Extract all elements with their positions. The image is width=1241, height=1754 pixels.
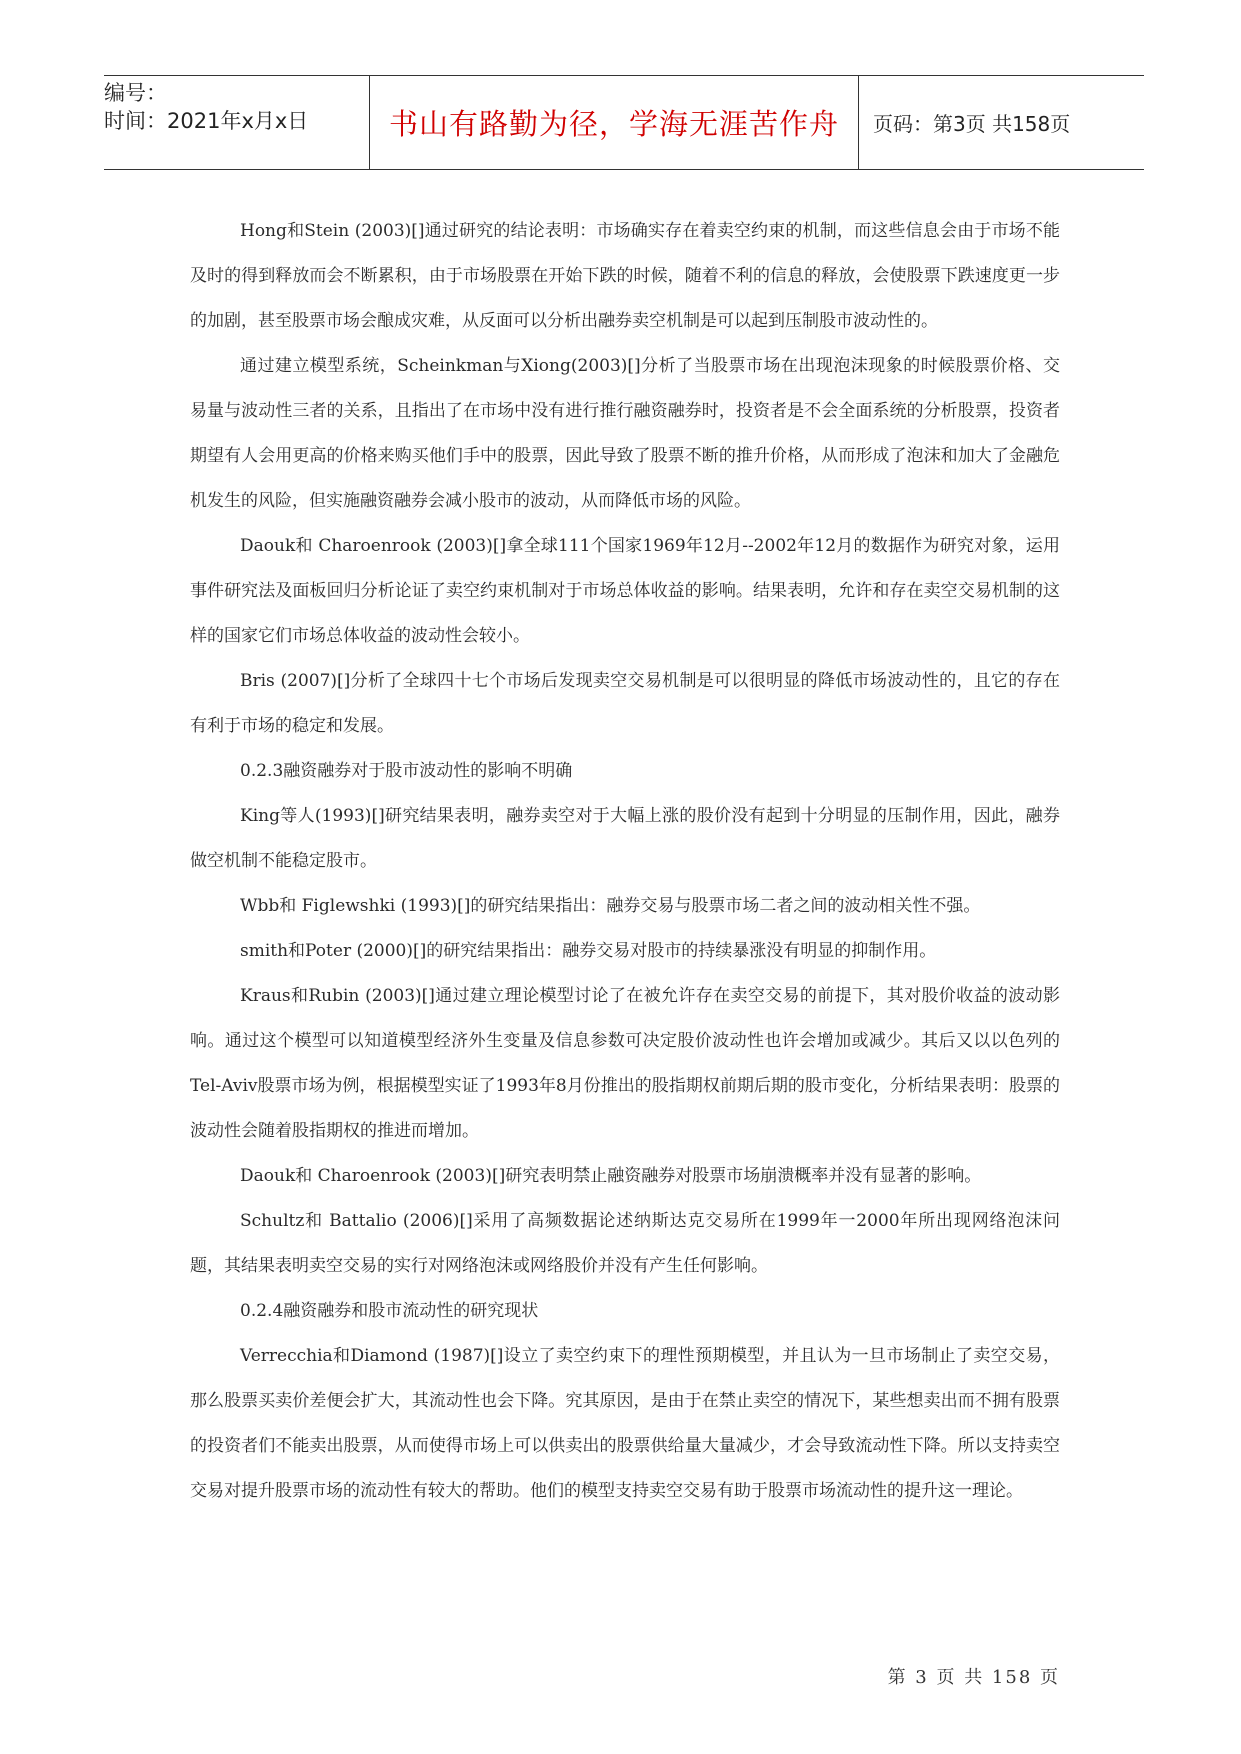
paragraph: smith和Poter (2000)[]的研究结果指出：融券交易对股市的持续暴涨没有明显的抑制作用。 (240, 941, 937, 961)
header-motto: 书山有路勤为径，学海无涯苦作舟 (369, 76, 859, 169)
document-time-label: 时间：2021年x月x日 (104, 109, 309, 133)
paragraph: Daouk和 Charoenrook (2003)[]拿全球111个国家1969年12月--2002年12月的数据作为研究对象，运用事件研究法及面板回归分析论证了卖空约束机制对于市场总体收益的影响。结果表明，允许和存在卖空交易机制的这样的国家它们市场总体收益的波动性会较小。 (190, 536, 1060, 646)
paragraph: 通过建立模型系统，Scheinkman与Xiong(2003)[]分析了当股票市场在出现泡沫现象的时候股票价格、交易量与波动性三者的关系，且指出了在市场中没有进行推行融资融券时，投资者是不会全面系统的分析股票，投资者期望有人会用更高的价格来购买他们手中的股票，因此导致了股票不断的推升价格，从而形成了泡沫和加大了金融危机发生的风险，但实施融资融券会减小股市的波动，从而降低市场的风险。 (190, 356, 1060, 511)
section-heading: 0.2.4融资融券和股市流动性的研究现状 (240, 1301, 539, 1321)
section-heading: 0.2.3融资融券对于股市波动性的影响不明确 (240, 761, 573, 781)
paragraph: Schultz和 Battalio (2006)[]采用了高频数据论述纳斯达克交易所在1999年一2000年所出现网络泡沫问题，其结果表明卖空交易的实行对网络泡沫或网络股价并没有产生任何影响。 (190, 1211, 1060, 1276)
document-body (190, 209, 1060, 1514)
page-footer: 第 3 页 共 158 页 (887, 1667, 1060, 1688)
paragraph: Wbb和 Figlewshki (1993)[]的研究结果指出：融券交易与股票市场二者之间的波动相关性不强。 (240, 896, 981, 916)
paragraph: Verrecchia和Diamond (1987)[]设立了卖空约束下的理性预期模型，并且认为一旦市场制止了卖空交易，那么股票买卖价差便会扩大，其流动性也会下降。究其原因，是由于在禁止卖空的情况下，某些想卖出而不拥有股票的投资者们不能卖出股票，从而使得市场上可以供卖出的股票供给量大量减少，才会导致流动性下降。所以支持卖空交易对提升股票市场的流动性有较大的帮助。他们的模型支持卖空交易有助于股票市场流动性的提升这一理论。 (190, 1346, 1060, 1501)
paragraph: King等人(1993)[]研究结果表明，融券卖空对于大幅上涨的股价没有起到十分明显的压制作用，因此，融券做空机制不能稳定股市。 (190, 806, 1060, 871)
paragraph: Hong和Stein (2003)[]通过研究的结论表明：市场确实存在着卖空约束的机制，而这些信息会由于市场不能及时的得到释放而会不断累积，由于市场股票在开始下跌的时候，随着不利的信息的释放，会使股票下跌速度更一步的加剧，甚至股票市场会酿成灾难，从反面可以分析出融券卖空机制是可以起到压制股市波动性的。 (190, 221, 1060, 331)
document-number-label: 编号： (104, 81, 167, 105)
header-page-info: 页码：第3页 共158页 (873, 112, 1071, 136)
paragraph: Bris (2007)[]分析了全球四十七个市场后发现卖空交易机制是可以很明显的降低市场波动性的，且它的存在有利于市场的稳定和发展。 (190, 671, 1060, 736)
page-header (104, 75, 1144, 170)
paragraph: Kraus和Rubin (2003)[]通过建立理论模型讨论了在被允许存在卖空交易的前提下，其对股价收益的波动影响。通过这个模型可以知道模型经济外生变量及信息参数可决定股价波动性也许会增加或减少。其后又以以色列的Tel-Aviv股票市场为例，根据模型实证了1993年8月份推出的股指期权前期后期的股市变化，分析结果表明：股票的波动性会随着股指期权的推进而增加。 (190, 986, 1060, 1141)
header-meta (104, 76, 369, 169)
paragraph: Daouk和 Charoenrook (2003)[]研究表明禁止融资融券对股票市场崩溃概率并没有显著的影响。 (240, 1166, 982, 1186)
